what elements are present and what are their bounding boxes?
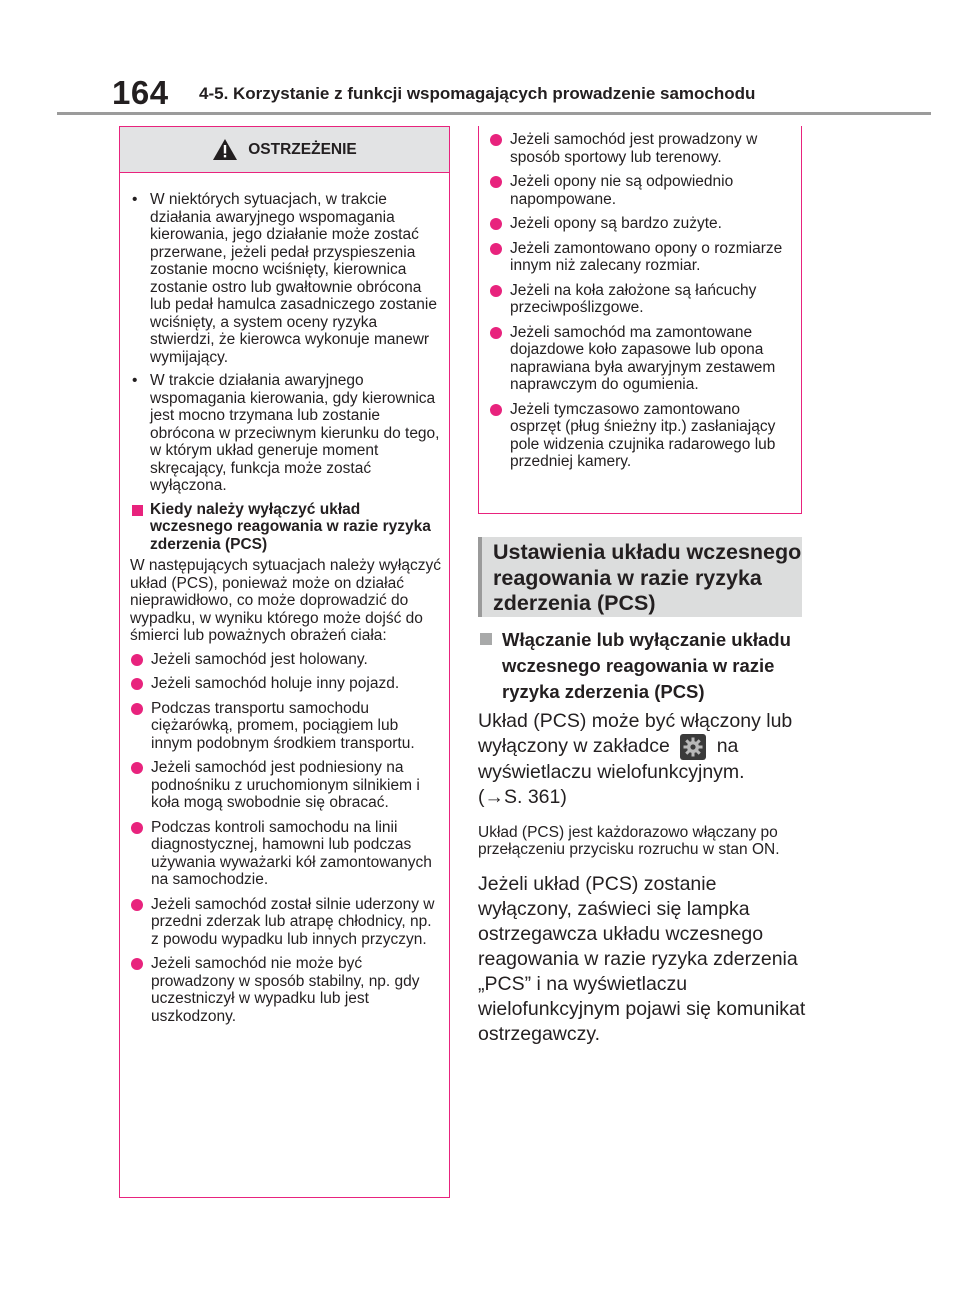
circle-bullet-icon (490, 218, 502, 230)
list-item (130, 191, 441, 366)
circle-bullet-icon (490, 327, 502, 339)
circle-bullet-icon (490, 243, 502, 255)
condition-text: Jeżeli opony nie są odpowiednio napompowane. (510, 173, 734, 208)
condition-item (130, 675, 441, 693)
condition-text: Podczas transportu samochodu ciężarówką, promem, pociągiem lub innym podobnym środkiem transportu. (151, 699, 415, 752)
circle-bullet-icon (131, 654, 143, 666)
circle-bullet-icon (131, 899, 143, 911)
list-item-text: W niektórych sytuacjach, w trakcie działania awaryjnego wspomagania kierowania, jego działanie może zostać przerwane, jeżeli pedał przyspieszenia zostanie mocno wciśnięty, kierownica zostanie ostro lub gwałtownie obrócona lub pedał hamulca zasadniczego zostanie wciśnięty, a system oceny ryzyka stwierdzi, że kierowca wykonuje manewr wymijający. (150, 191, 437, 366)
bullet-dot-icon: • (132, 372, 138, 389)
condition-item (130, 955, 441, 1025)
warning-box-continued (478, 126, 802, 514)
warning-title: OSTRZEŻENIE (248, 140, 357, 158)
condition-text: Jeżeli samochód jest holowany. (151, 650, 368, 668)
section-subheading-text: Włączanie lub wyłączanie układu wczesnego reagowania w razie ryzyka zderzenia (PCS) (502, 629, 791, 702)
condition-item (489, 282, 793, 317)
page-reference: (→S. 361) (478, 786, 567, 808)
condition-item (489, 215, 793, 233)
paragraph-text: na wyświetlaczu wielofunkcyjnym. (478, 735, 745, 783)
condition-text: Jeżeli samochód jest podniesiony na podnośniku z uruchomionym silnikiem i koła mogą swobodnie się obracać. (151, 759, 420, 811)
condition-text: Jeżeli na koła założone są łańcuchy przeciwpoślizgowe. (510, 281, 757, 316)
condition-text: Jeżeli samochód został silnie uderzony w przedni zderzak lub atrapę chłodnicy, np. z powodu wypadku lub innych przyczyn. (151, 895, 435, 948)
condition-item (130, 819, 441, 889)
settings-gear-icon (680, 734, 706, 760)
paragraph-toggle (478, 709, 808, 810)
list-item (130, 372, 441, 495)
condition-text: Jeżeli samochód nie może być prowadzony w sposób stabilny, np. gdy uczestniczył w wypadku lub jest uszkodzony. (151, 955, 420, 1025)
condition-text: Jeżeli tymczasowo zamontowano osprzęt (pług śnieżny itp.) zasłaniający pole widzenia czujnika radarowego lub przedniej kamery. (510, 400, 776, 470)
circle-bullet-icon (490, 404, 502, 416)
section-title: Ustawienia układu wczesnego reagowania w razie ryzyka zderzenia (PCS) (478, 537, 802, 617)
square-bullet-icon (480, 633, 492, 645)
section-content (478, 627, 808, 1047)
warning-title-bar (120, 127, 449, 173)
warning-triangle-icon (212, 138, 238, 161)
condition-item (130, 896, 441, 949)
condition-item (130, 651, 441, 669)
circle-bullet-icon (131, 958, 143, 970)
warning-intro: W następujących sytuacjach należy wyłączyć układ (PCS), ponieważ może on działać nieprawidłowo, co może doprowadzić do wypadku, w wyniku którego może dojść do śmierci lub poważnych obrażeń ciała: (130, 557, 441, 644)
section-subheading (478, 627, 808, 705)
condition-text: Jeżeli samochód jest prowadzony w sposób sportowy lub terenowy. (510, 131, 758, 166)
note-text: Układ (PCS) jest każdorazowo włączany po przełączeniu przycisku rozruchu w stan ON. (478, 824, 780, 858)
warning-box (119, 126, 450, 1198)
circle-bullet-icon (490, 285, 502, 297)
warning-subheading-text: Kiedy należy wyłączyć układ wczesnego reagowania w razie ryzyka zderzenia (PCS) (150, 500, 431, 553)
warning-subheading (130, 501, 441, 554)
chapter-title: 4-5. Korzystanie z funkcji wspomagających prowadzenie samochodu (199, 84, 756, 103)
condition-item (130, 759, 441, 812)
bullet-dot-icon: • (132, 191, 138, 208)
circle-bullet-icon (131, 703, 143, 715)
list-item-text: W trakcie działania awaryjnego wspomagania kierowania, gdy kierownica jest mocno trzymana lub zostanie obrócona w przeciwnym kierunku do tego, w którym układ generuje moment skręcający, funkcja może zostać wyłączona. (150, 372, 440, 494)
header-divider (57, 112, 931, 115)
condition-item (489, 401, 793, 471)
condition-text: Jeżeli zamontowano opony o rozmiarze innym niż zalecany rozmiar. (510, 239, 783, 274)
page-header (0, 0, 960, 115)
condition-item (489, 324, 793, 394)
warning-body (120, 173, 449, 1025)
condition-text: Jeżeli samochód ma zamontowane dojazdowe koło zapasowe lub opona naprawiana była awaryjnym zestawem naprawczym do ogumienia. (510, 323, 776, 393)
condition-text: Podczas kontroli samochodu na linii diagnostycznej, hamowni lub podczas używania wyważarki kół zamontowanych na samochodzie. (151, 818, 432, 888)
condition-item (130, 700, 441, 753)
condition-text: Jeżeli samochód holuje inny pojazd. (151, 675, 400, 692)
page-number: 164 (112, 74, 169, 111)
paragraph-text: Jeżeli układ (PCS) zostanie wyłączony, zaświeci się lampka ostrzegawcza układu wczesnego reagowania w razie ryzyka zderzenia „PCS” i na wyświetlaczu wielofunkcyjnym pojawi się komunikat ostrzegawczy. (478, 873, 806, 1045)
circle-bullet-icon (131, 762, 143, 774)
condition-item (489, 131, 793, 166)
paragraph-text: Układ (PCS) może być włączony lub wyłączony w zakładce (478, 710, 793, 758)
circle-bullet-icon (490, 176, 502, 188)
square-bullet-icon (132, 505, 143, 516)
condition-item (489, 240, 793, 275)
condition-item (489, 173, 793, 208)
circle-bullet-icon (131, 678, 143, 690)
condition-text: Jeżeli opony są bardzo zużyte. (510, 215, 722, 232)
circle-bullet-icon (490, 134, 502, 146)
circle-bullet-icon (131, 822, 143, 834)
